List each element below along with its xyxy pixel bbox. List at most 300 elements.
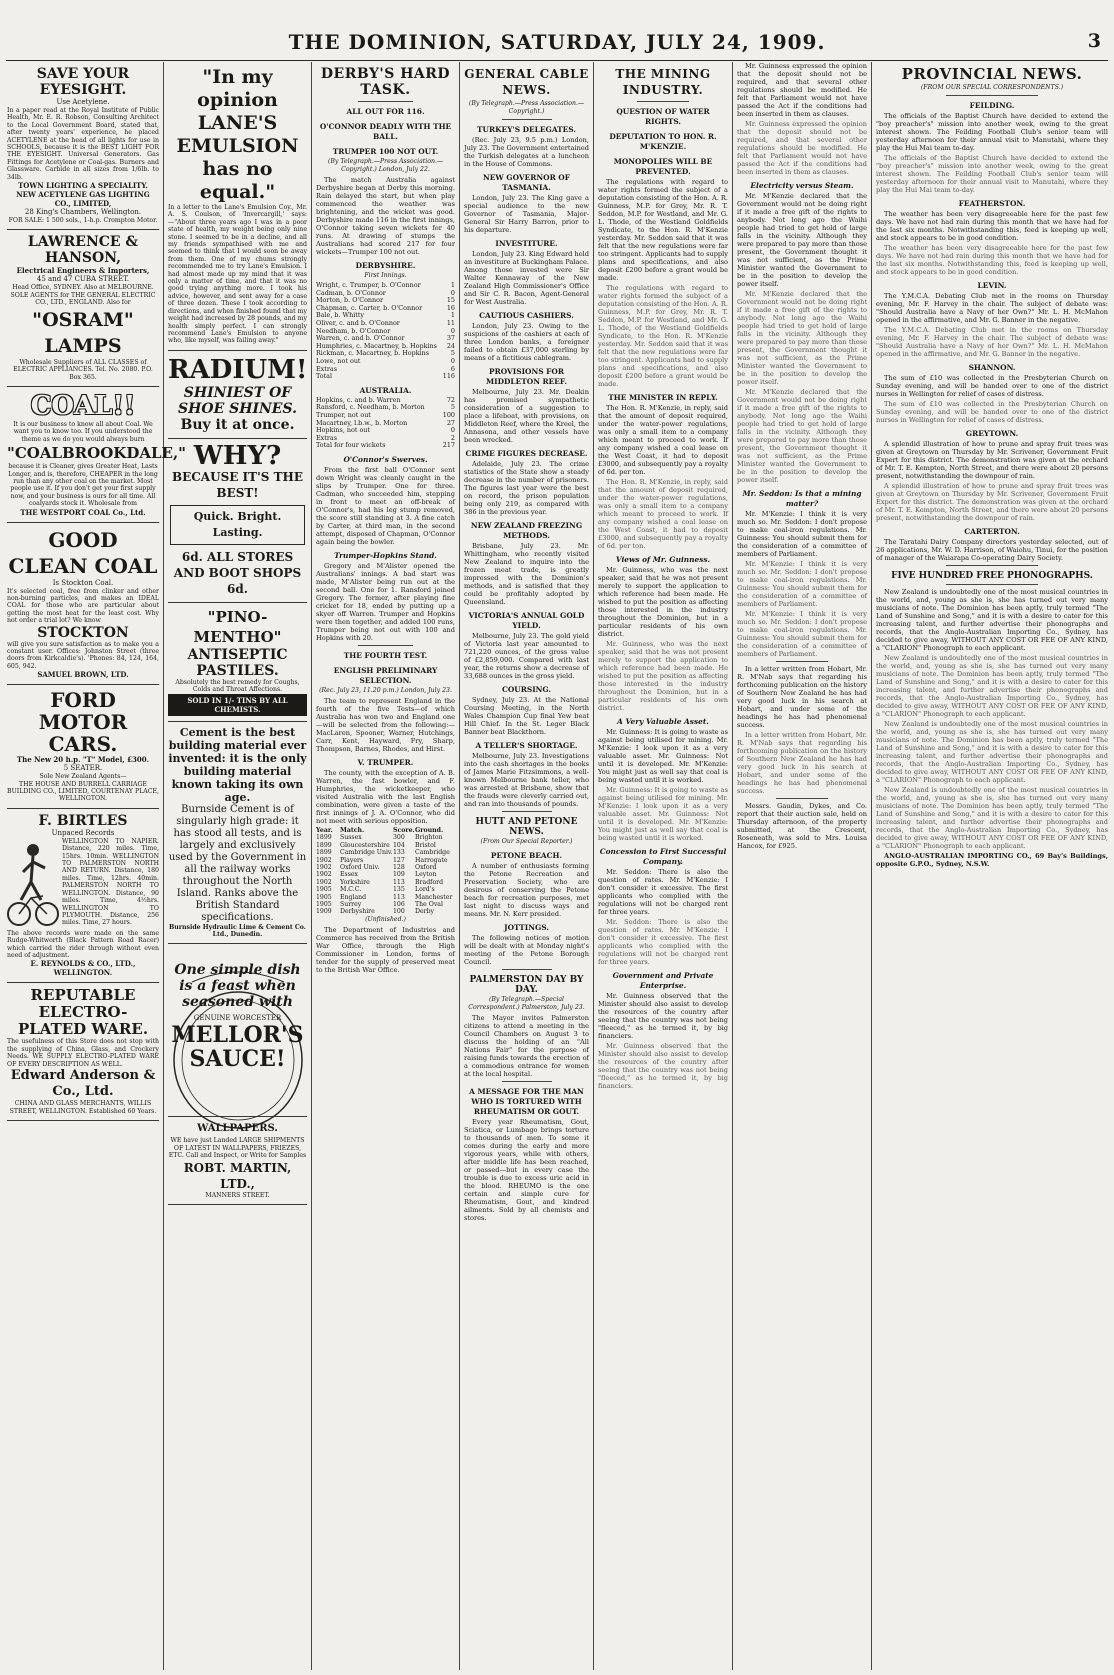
hopkins-head: Trumper-Hopkins Stand.	[334, 550, 437, 560]
featherston-body: The weather has been very disagreeable here for the past few days. We have not had rain during this month that we have had for the last six months. Notwithstanding this, feed is keeping up well, and stock appears to be in good condition.	[876, 210, 1108, 242]
acetylene-sale: FOR SALE: 1 500 sols., 1-h.p. Crompton Motor.	[8, 217, 158, 225]
osram-lamps: "OSRAM" LAMPS	[32, 308, 134, 357]
remedy-body: Every year Rheumatism, Gout, Sciatica, or Lumbago brings torture to thousands of men. To some it comes during the early and more vigorous years, while with others, after middle life has been reached, or passed—but in every case the trouble is due to excess uric acid in the blood. RHEUMO is the one certain and simple cure for Rheumatism, Gout, and kindred ailments. Sold by all chemists and stores.	[464, 1118, 589, 1222]
cyclist-illustration	[7, 838, 59, 930]
table-cell: 1899	[316, 841, 332, 849]
century-table	[316, 827, 455, 916]
derbyshire-score-batsman: Rickman, c. Macartney, b. Hopkins	[316, 349, 430, 358]
ford-seater: 5 SEATER.	[63, 764, 103, 773]
department-body: The Department of Industries and Commerce has received from the British War Office, through the High Commissioner in London, forms of tender for the supply of preserved meat to the British War Office.	[316, 925, 455, 974]
derbyshire-score-runs: 0	[450, 288, 455, 297]
government-continued: Mr. Guinness observed that the Minister should also assist to develop the resources of the country after seeing that the country was not being "fleeced," as he termed it, by big financiers.	[598, 1042, 728, 1090]
table-cell: 113	[393, 893, 405, 901]
remedy-head: A MESSAGE FOR THE MAN WHO IS TORTURED WITH RHEUMATISM OR GOUT.	[469, 1087, 584, 1116]
derbyshire-score-batsman: Bale, b. Whitty	[316, 311, 365, 320]
table-cell: 1909	[316, 908, 332, 916]
carterton-head: CARTERTON.	[964, 527, 1020, 536]
electricity-body: Mr. M'Kenzie declared that the Government would not be doing right if it made a free gift of the rights to anybody. Not long ago the Waihi people had tried to get hold of large falls in the vicinity. Although they were prepared to pay more than those present, the Government thought it was not sufficient, as the Prime Minister wanted the Government to be in the position to develop the power itself.	[737, 192, 867, 288]
seddon-continued-2: Mr. M'Kenzie: I think it is very much so. Mr. Seddon: I don't propose to make coal-iron regulations. Mr. Guinness: You should submit them for the consideration of a committee of members of Parliament.	[737, 610, 867, 658]
greytown-head: GREYTOWN.	[965, 429, 1019, 438]
col6-body: Mr. Guinness expressed the opinion that the deposit should not be required, and that several other regulations should be modified. He felt that Parliament would not have passed the Act if the conditions had been inserted in them as clauses.	[737, 62, 867, 118]
table-row	[316, 842, 455, 849]
seddon-continued: Mr. M'Kenzie: I think it is very much so. Mr. Seddon: I don't propose to make coal-iron regulations. Mr. Guinness: You should submit them for the consideration of a committee of members of Parliament.	[737, 560, 867, 608]
table-cell: Derbyshire	[340, 908, 375, 916]
coal-title: COAL!!	[30, 390, 136, 421]
valuable-head: A Very Valuable Asset.	[617, 717, 709, 726]
derbyshire-score-runs: 15	[446, 296, 455, 305]
table-cell: Score.	[393, 826, 415, 834]
table-cell: 128	[393, 863, 405, 871]
table-cell: Gloucestershire	[340, 841, 390, 849]
table-cell: 135	[393, 886, 405, 894]
shannon-continued: The sum of £10 was collected in the Presbyterian Church on Sunday evening, and will be handed over to one of the district nurses in Wellington for relief of cases of distress.	[876, 400, 1108, 424]
australia-score-batsman: Ransford, c. Needham, b. Morton	[316, 403, 425, 412]
sec5-body: Melbourne, July 23. Mr. Deakin has promised sympathetic consideration of a suggestion to place a lifeboat, with provisions, on Middleton Reef, where the Kreel, the Annasona, and other vessels have been wrecked.	[464, 388, 589, 444]
table-row	[316, 834, 455, 841]
column-separator	[732, 62, 733, 1670]
electricity-head: Electricity versus Steam.	[750, 181, 854, 190]
derbyshire-score-runs: 5	[450, 349, 455, 358]
birtles-body: The above records were made on the same Rudge-Whitworth (Black Pattern Road Racer) which carried the rider through without even need of adjustment.	[7, 929, 159, 960]
australia-score-batsman: Macartney, l.b.w., b. Morton	[316, 418, 408, 427]
table-cell: 1899	[316, 834, 332, 842]
derbyshire-score-batsman: Lowe, not out	[316, 356, 361, 365]
stockton-coal: Is Stockton Coal.	[52, 578, 114, 587]
section-rule	[502, 1081, 552, 1082]
cement-body: Burnside Cement is of singularly high grade: it has stood all tests, and is largely and exclusively used by the Government in all the railway works throughout the North Island. Ranks above the British Standard specifications.	[168, 803, 307, 923]
government-head: Government and Private Enterprise.	[612, 971, 714, 990]
section-rule	[358, 645, 414, 646]
views-head: Views of Mr. Guinness.	[615, 555, 711, 564]
palmerston-title: PALMERSTON DAY BY DAY.	[469, 975, 584, 995]
section-rule	[776, 798, 828, 799]
column-6	[734, 62, 870, 1670]
pino-price: SOLD IN 1/- TINS BY ALL CHEMISTS.	[168, 694, 307, 716]
sec7-body: Brisbane, July 23. Mr. Whittingham, who recently visited New Zealand to inquire into the frozen meat trade, is greatly impressed with the Dominion's methods, and is satisfied that they could be profitably adopted by Queensland.	[464, 542, 589, 606]
derbyshire-score-batsman: Warren, c. and b. O'Connor	[316, 334, 405, 343]
birtles-title: F. BIRTLES	[38, 812, 128, 829]
mining-sub-3: MONOPOLIES WILL BE PREVENTED.	[613, 157, 713, 176]
table-cell: 1905	[316, 900, 332, 908]
section-rule	[502, 119, 552, 120]
phonograph-head: FIVE HUNDRED FREE PHONOGRAPHS.	[891, 571, 1093, 581]
acetylene-address: 28 King's Chambers, Wellington.	[24, 208, 142, 217]
trumper-body: The match Australia against Derbyshire began at Derby this morning. Rain delayed the start, but when play commenced the weather was brightening, and the wicket was good. Derbyshire made 116 in the first innings, O'Connor taking seven wickets for 40 runs. At drawing of stumps the Australians had scored 217 for four wickets—Trumper 100 not out.	[316, 176, 455, 256]
mining-continued: The regulations with regard to water rights formed the subject of a deputation consisting of the Hon. A. R. Guinness, M.P. for Grey, Mr. R. T. Seddon, M.P. for Westland, and Mr. G. L. Thode, of the Westland Goldfields Syndicate, to the Hon. R. M'Kenzie yesterday. Mr. Seddon said that it was felt that the new regulations were far too stringent. Applicants had to supply plans and specifications, and also deposit £200 before a grant would be made.	[598, 284, 728, 388]
table-cell: Yorkshire	[340, 878, 370, 886]
birtles-subtitle: Unpaced Records	[51, 828, 115, 837]
derbyshire-score-runs: 16	[446, 303, 455, 312]
stockton-ad	[7, 523, 159, 686]
page-number: 3	[1087, 30, 1102, 52]
section-rule	[946, 584, 1039, 585]
australia-score-runs: 5	[450, 403, 455, 412]
letter-continued: In a letter written from Hobart, Mr. R. M'Nab says that regarding his forthcoming publication on the history of Southern New Zealand he has had very good luck in his search at Hobart, and under some of the headings he has had phenomenal success.	[737, 731, 867, 795]
derbyshire-head: DERBYSHIRE.	[355, 261, 416, 270]
australia-score-batsman: Extras	[316, 433, 337, 442]
concession-body: Mr. Seddon: There is also the question of rates. Mr. M'Kenzie: I don't consider it excessive. The first applicants who complied with the regulations will not be charged rent for three years.	[598, 868, 728, 916]
derbyshire-score-batsman: Oliver, c. and b. O'Connor	[316, 318, 400, 327]
table-cell: Bristol	[415, 841, 436, 849]
hopkins-body: Gregory and M'Alister opened the Australians' innings. A bad start was made, M'Alister being run out at the second ball. One for 1. Ransford joined Gregory. The former, after playing fine cricket for 18, ended by putting up a skyer off Warren. Trumper and Hopkins were then together, and added 100 runs, Trumper being not out with 100 and Hopkins with 20.	[316, 561, 455, 642]
australia-score-runs: 0	[450, 426, 455, 435]
why-ad	[168, 439, 307, 603]
column-separator	[311, 62, 312, 1670]
table-cell: 1902	[316, 878, 332, 886]
derbyshire-score-batsman: Extras	[316, 364, 337, 373]
table-cell: M.C.C.	[340, 886, 362, 894]
section-rule	[358, 101, 414, 102]
phonograph-body: New Zealand is undoubtedly one of the most musical countries in the world, and, young as she is, she has turned out very many musicians of note. The Dominion has been aptly, truly termed "The Land of Sunshine and Song," and it is with a desire to cater for this increasing talent, and further advertise their phonographs and records, that the Anglo-Australian Importing Co., Sydney, has decided to give away, WITHOUT ANY COST OR FEE OF ANY KIND, a "CLARION" Phonograph to each applicant.	[876, 588, 1108, 652]
stockton-body-2: will give you sure satisfaction as to make you a constant user. Offices: Johnston Street (three doors from Kirkcaldie's). 'Phones: 84, 124, 164, 605, 942.	[7, 640, 159, 670]
derby-title: DERBY'S HARD TASK.	[320, 66, 451, 98]
australia-score-batsman: Hopkins, not out	[316, 426, 370, 435]
concession-head: Concession to First Successful Company.	[599, 847, 727, 866]
hutt-title: HUTT AND PETONE NEWS.	[475, 817, 578, 837]
sec1-body: (Rec. July 23, 9.5 p.m.) London, July 23. The Government entertained the Turkish delegates at a luncheon in the House of Commons.	[464, 136, 589, 168]
pino-body: Absolutely the best remedy for Coughs, Colds and Throat Affections.	[175, 678, 300, 694]
sec9-head: COURSING.	[501, 685, 552, 694]
sec2-body: London, July 23. The King gave a special audience to the new Governor of Tasmania, Major-General Sir Harry Barron, prior to his departure.	[464, 194, 589, 234]
derbyshire-score-batsman: Needham, b. O'Connor	[316, 326, 391, 335]
robt-martin: ROBT. MARTIN, LTD.,	[183, 1160, 292, 1191]
lawrence-hanson-ad	[7, 230, 159, 386]
table-row	[316, 879, 455, 886]
ford-company: THE HOUSE AND BURRELL CARRIAGE BUILDING CO., LIMITED, COURTENAY PLACE, WELLINGTON.	[7, 780, 159, 803]
table-cell: 100	[393, 908, 405, 916]
fourth-test: THE FOURTH TEST.	[343, 650, 428, 660]
phonograph-continued-2: New Zealand is undoubtedly one of the most musical countries in the world, and, young as she is, she has turned out very many musicians of note. The Dominion has been aptly, truly termed "The Land of Sunshine and Song," and it is with a desire to cater for this increasing talent, and further advertise their phonographs and records, that the Anglo-Australian Importing Co., Sydney, has decided to give away, WITHOUT ANY COST OR FEE OF ANY KIND, a "CLARION" Phonograph to each applicant.	[876, 720, 1108, 784]
acetylene-town: TOWN LIGHTING A SPECIALITY.	[18, 181, 148, 191]
why-quick: Quick. Bright. Lasting.	[170, 505, 305, 545]
table-cell: Players	[340, 856, 364, 864]
table-cell: Ground.	[415, 826, 444, 834]
mining-title: THE MINING INDUSTRY.	[615, 67, 711, 97]
sec8-body: Melbourne, July 23. The gold yield of Victoria last year amounted to 721,220 ounces, of the gross value of £2,859,000. Compared with last year, the returns show a decrease of 33,688 ounces in the gross yield.	[464, 632, 589, 680]
table-cell: England	[340, 893, 367, 901]
sec10-head: A TELLER'S SHORTAGE.	[475, 741, 578, 750]
coal-ad	[7, 387, 186, 523]
australia-score-runs: 2	[450, 433, 455, 442]
mining-sub: QUESTION OF WATER RIGHTS.	[616, 107, 710, 126]
pino-sub: ANTISEPTIC PASTILES.	[187, 646, 288, 679]
feilding-head: FEILDING.	[969, 101, 1015, 110]
column-7	[873, 62, 1111, 1670]
australia-scorecard	[316, 397, 455, 450]
levin-continued: The Y.M.C.A. Debating Club met in the rooms on Thursday evening, Mr. F. Harvey in the chair. The subject of debate was: "Should Australia have a Navy of her Own?" Mr. L. H. McMahon opened in the affirmative, and Mr. G. Banner in the negative.	[876, 326, 1108, 358]
table-cell: Manchester	[415, 893, 453, 901]
derbyshire-sub: First Innings.	[364, 272, 407, 279]
electricity-continued: Mr. M'Kenzie declared that the Government would not be doing right if it made a free gift of the rights to anybody. Not long ago the Waihi people had tried to get hold of large falls in the vicinity. Although they were prepared to pay more than those present, the Government thought it was not sufficient, as the Prime Minister wanted the Government to be in the position to develop the power itself.	[737, 290, 867, 386]
lawrence-subtitle: Electrical Engineers & Importers,	[16, 266, 150, 276]
english-body: The team to represent England in the fourth of the five Tests—of which Australia has won two and England one—will be selected from the following:—MacLaren, Spooner, Warner, Hutchings, Carr, Kent, Hayward, Fry, Sharp, Thompson, Barnes, Rhodes, and Hirst.	[316, 696, 455, 753]
derbyshire-score-runs: 6	[450, 364, 455, 373]
minister-head: THE MINISTER IN REPLY.	[608, 393, 718, 402]
feilding-body: The officials of the Baptist Church have decided to extend the "boy preacher's" mission into another week, owing to the great interest shown. The Feilding Football Club's senior team will yesterday afternoon for their annual visit to Manutahi, where they play the Hui Mai team to-day.	[876, 112, 1108, 152]
english-head: ENGLISH PRELIMINARY SELECTION.	[333, 665, 438, 685]
sec2-head: NEW GOVERNOR OF TASMANIA.	[483, 173, 570, 192]
table-cell: Match.	[340, 826, 365, 834]
derbyshire-score-row	[316, 366, 455, 374]
table-cell: Derby	[415, 908, 435, 916]
grafton-body: Messrs. Gaudin, Dykes, and Co. report that their auction sale, held on Thursday afternoon, of the property submitted, at the Crescent, Roseneath, was sold to Mrs. Louisa Hancox, for £925.	[737, 802, 867, 850]
acetylene-ad	[7, 62, 159, 230]
greytown-body: A splendid illustration of how to prune and spray fruit trees was given at Greytown on Thursday by Mr. Scrivener, Government Fruit Expert for this district. The demonstration was given at the orchard of Mr. T. E. Kempton, North Street, and there were about 20 persons present, notwithstanding the downpour of rain.	[876, 440, 1108, 480]
table-cell: 1902	[316, 863, 332, 871]
greytown-continued: A splendid illustration of how to prune and spray fruit trees was given at Greytown on Thursday by Mr. Scrivener, Government Fruit Expert for this district. The demonstration was given at the orchard of Mr. T. E. Kempton, North Street, and there were about 20 persons present, notwithstanding the downpour of rain.	[876, 482, 1108, 522]
seddon-body: Mr. M'Kenzie: I think it is very much so. Mr. Seddon: I don't propose to make coal-iron regulations. Mr. Guinness: You should submit them for the consideration of a committee of members of Parliament.	[737, 510, 867, 558]
australia-score-batsman: Total for four wickets	[316, 441, 386, 450]
sec1-head: TURKEY'S DELEGATES.	[477, 125, 576, 134]
column-separator	[593, 62, 594, 1670]
sec5-head: PROVISIONS FOR MIDDLETON REEF.	[485, 367, 568, 386]
section-rule	[776, 661, 828, 662]
anderson-sub: CHINA AND GLASS MERCHANTS, WILLIS STREET, WELLINGTON. Established 60 Years.	[9, 1100, 157, 1115]
lawrence-agents: SOLE AGENTS for THE GENERAL ELECTRIC CO., LTD., ENGLAND. Also for	[10, 291, 156, 307]
shannon-body: The sum of £10 was collected in the Presbyterian Church on Sunday evening, and will be handed over to one of the district nurses in Wellington for relief of cases of distress.	[876, 374, 1108, 398]
derbyshire-score-runs: 24	[446, 341, 455, 350]
oconnor-head: O'Connor's Swerves.	[343, 454, 428, 464]
radium-buy: Buy it at once.	[180, 416, 295, 433]
featherston-continued: The weather has been very disagreeable here for the past few days. We have not had rain during this month that we have had for the last six months. Notwithstanding this, feed is keeping up well, and stock appears to be in good condition.	[876, 244, 1108, 276]
column-1	[4, 62, 186, 1670]
derbyshire-score-batsman: Morton, b. O'Connor	[316, 296, 384, 305]
hutt-body2: The following notices of motion will be dealt with at Monday night's meeting of the Petone Borough Council.	[464, 934, 589, 966]
reputable-title: REPUTABLE ELECTRO-PLATED WARE.	[17, 986, 149, 1039]
table-cell: Brighton	[415, 834, 443, 842]
masthead-rule	[6, 60, 1108, 61]
stockton-name: STOCKTON	[37, 624, 129, 641]
why-sub: BECAUSE IT'S THE BEST!	[171, 469, 304, 500]
minister-continued: The Hon. R. M'Kenzie, in reply, said that the amount of deposit required, under the water-power regulations, was only a small item to a company which meant to proceed to work. If any company wished a coal lease on the West Coast, it had to deposit £3000, and subsequently pay a royalty of 6d. per ton.	[598, 478, 728, 550]
table-row	[316, 908, 455, 915]
mining-sub-2: DEPUTATION TO HON. R. M'KENZIE.	[609, 132, 717, 151]
table-cell: Oxford Univ.	[340, 863, 380, 871]
wallpapers-body: WE have just Landed LARGE SHIPMENTS OF LATEST IN WALLPAPERS, FRIEZES, ETC. Call and Inspect, or Write for Samples	[168, 1137, 307, 1160]
sec6-head: CRIME FIGURES DECREASE.	[465, 449, 588, 458]
acetylene-body: In a paper read at the Royal Institute of Public Health, Mr. E. R. Robson, Consulting Architect to the Local Government Board, stated that, after twenty years' experience, he placed ACETYLENE at the head of all lights for use in SCHOOLS, because it is the BEST LIGHT FOR THE EYESIGHT. Universal Generators. Gas Fittings for Acetylene or Coal-gas. Burners and Glassware. Carbide in all sizes from 1/6lb. to 34lb.	[7, 107, 159, 181]
table-cell: Bradford	[415, 878, 444, 886]
sec4-body: London, July 23. Owing to the suspicions of the cashiers at each of three London banks, a foreigner failed to obtain £37,000 sterling by means of a fictitious cablegram.	[464, 322, 589, 362]
sec3-body: London, July 23. King Edward held an investiture at Buckingham Palace. Among those invested were Sir Walter Kennaway of the New Zealand High Commissioner's Office and Sir C. R. Bacon, Agent-General for West Australia.	[464, 250, 589, 306]
table-cell: 1902	[316, 856, 332, 864]
table-cell: 106	[393, 900, 405, 908]
derbyshire-scorecard	[316, 282, 455, 381]
column-3	[313, 62, 458, 1670]
derbyshire-score-batsman: Humphries, c. Macartney, b. Hopkins	[316, 341, 437, 350]
lawrence-office: Head Office, SYDNEY. Also at MELBOURNE.	[12, 284, 154, 292]
carterton-body: The Taratahi Dairy Company directors yesterday selected, out of 26 applications, Mr. W. D. Harrison, of Waiohu, Tinui, for the position of manager of the Waiarapa Co-operating Dairy Society.	[876, 538, 1108, 562]
australia-score-runs: 72	[446, 395, 455, 404]
trumper-caption: (By Telegraph.—Press Association.—Copyright.) London, July 22.	[327, 158, 444, 173]
table-cell: Cambridge	[415, 849, 450, 857]
derbyshire-score-runs: 0	[450, 356, 455, 365]
derbyshire-score-runs: 1	[450, 311, 455, 320]
column-separator	[459, 62, 460, 1670]
masthead-title: THE DOMINION, SATURDAY, JULY 24, 1909.	[288, 30, 826, 54]
column-2	[165, 62, 310, 1670]
palmerston-body: The Mayor invites Palmerston citizens to attend a meeting in the Council Chambers on August 3 to discuss the holding of an "All Nations Fair" for the purpose of raising funds towards the erection of a commodious entrance for women at the local hospital.	[464, 1014, 589, 1078]
table-header	[316, 827, 455, 834]
column-4	[461, 62, 592, 1670]
valuable-continued: Mr. Guinness: It is going to waste as against being utilised for mining. Mr. M'Kenzie: I look upon it as a very valuable asset. Mr. Guinness: Not until it is developed. Mr. M'Kenzie: You might just as well say that coal is being wasted until it is worked.	[598, 786, 728, 842]
valuable-body: Mr. Guinness: It is going to waste as against being utilised for mining. Mr. M'Kenzie: I look upon it as a very valuable asset. Mr. Guinness: Not until it is developed. Mr. M'Kenzie: You might just as well say that coal is being wasted until it is worked.	[598, 728, 728, 784]
derbyshire-score-batsman: Total	[316, 372, 333, 381]
hutt-body1: A number of enthusiasts forming the Petone Recreation and Preservation Society, who are desirous of conserving the Petone beach for recreation purposes, met last night to discuss ways and means. Mr. N. Kerr presided.	[464, 862, 589, 918]
birtles-records: WELLINGTON TO NAPIER. Distance, 220 miles. Time, 15hrs. 10min. WELLINGTON TO PALMERSTON NORTH AND RETURN. Distance, 180 miles. Time, 12hrs. 40min. PALMERSTON NORTH TO WELLINGTON. Distance, 90 miles. Time, 4½hrs. WELLINGTON TO PLYMOUTH. Distance, 256 miles. Time, 27 hours.	[62, 837, 159, 927]
ford-model: The New 20 h.p. "T" Model, £300.	[16, 755, 150, 765]
cable-caption: (By Telegraph.—Press Association.—Copyright.)	[468, 100, 585, 115]
table-cell: Surrey	[340, 900, 362, 908]
pino-mentho-ad	[168, 603, 307, 722]
table-cell: Leyton	[415, 871, 437, 879]
cable-title: GENERAL CABLE NEWS.	[464, 67, 589, 97]
government-body: Mr. Guinness observed that the Minister should also assist to develop the resources of the country after seeing that the country was not being "fleeced," as he termed it, by big financiers.	[598, 992, 728, 1040]
sec7-head: NEW ZEALAND FREEZING METHODS.	[470, 521, 583, 540]
pino-title: "PINO-MENTHO"	[193, 607, 282, 646]
views-continued: Mr. Guinness, who was the next speaker, said that he was not present merely to support the application to which reference had been made. He wished to put the position as affecting those interested in the industry throughout the Dominion, but in a particular residents of his own district.	[598, 640, 728, 712]
hutt-sec1: PETONE BEACH.	[490, 851, 563, 860]
section-rule	[502, 811, 552, 812]
letter-body: In a letter written from Hobart, Mr. R. M'Nab says that regarding his forthcoming publication on the history of Southern New Zealand he has had very good luck in his search at Hobart, and under some of the headings he has had phenomenal success.	[737, 665, 867, 729]
table-row	[316, 857, 455, 864]
table-cell: 113	[393, 878, 405, 886]
good-clean-coal: GOOD CLEAN COAL	[8, 527, 158, 578]
levin-head: LEVIN.	[977, 281, 1007, 290]
section-rule	[502, 969, 552, 970]
australia-score-runs: 217	[442, 441, 455, 450]
table-cell: Harrogate	[415, 856, 448, 864]
vtrumper-head: V. TRUMPER.	[357, 757, 414, 767]
seddon-head: Mr. Seddon: Is that a mining matter?	[742, 489, 862, 508]
derbyshire-score-runs: 37	[446, 334, 455, 343]
derbyshire-score-runs: 0	[450, 326, 455, 335]
australia-score-batsman: Hopkins, c. and b. Warren	[316, 395, 401, 404]
table-row	[316, 901, 455, 908]
english-caption: (Rec. July 23, 11.20 p.m.) London, July 23.	[319, 686, 452, 694]
phonograph-continued: New Zealand is undoubtedly one of the most musical countries in the world, and, young as she is, she has turned out very many musicians of note. The Dominion has been aptly, truly termed "The Land of Sunshine and Song," and it is with a desire to cater for this increasing talent, and further advertise their phonographs and records, that the Anglo-Australian Importing Co., Sydney, has decided to give away, WITHOUT ANY COST OR FEE OF ANY KIND, a "CLARION" Phonograph to each applicant.	[876, 654, 1108, 718]
australia-score-runs: 100	[442, 410, 455, 419]
coal-body: It is our business to know all about Coal. We want you to know too. If you understood the theme as we do you would always burn	[13, 420, 153, 443]
coal-body-2: because it is Cleaner, gives Greater Heat, Lasts Longer, and is, therefore, CHEAPER in the long run than any other coal on the market. Most people use it. If you don't get your first supply now, and your business is ours for all time. All coalyards stock it. Wholesale from	[8, 463, 158, 508]
lanes-body: In a letter to the Lane's Emulsion Coy., Mr. A. S. Coulson, of 'Invercargill,' says:—"About three years ago I was in a poor state of health, my weight being only nine stone. I seemed to be in a decline, and all my friends sympathised with me and seemed to think that I would soon be away from them. One of my chums strongly recommended me to try Lane's Emulsion. I had almost made up my mind that it was only a matter of time, and that it was no good trying anything more. I took his advice, however, and sent away for a case of three dozen. These I took according to directions, and when finished found that my weight had increased by 28 pounds, and my health simply perfect. I can strongly recommend Lane's Emulsion to anyone who, like myself, was failing away."	[168, 204, 307, 345]
coalbrookdale: "COALBROOKDALE,"	[7, 444, 186, 463]
derbyshire-score-row	[316, 373, 455, 381]
sec9-body: Sydney, July 23. At the National Coursing Meeting, in the North Wales Champion Cup final Yew beat Hill Chief. In the St. Leger Black Banner beat Blackthorn.	[464, 696, 589, 736]
col6-continued: Mr. Guinness expressed the opinion that the deposit should not be required, and that several other regulations should be modified. He felt that Parliament would not have passed the Act if the conditions had been inserted in them as clauses.	[737, 120, 867, 176]
robt-address: MANNERS STREET.	[205, 1191, 270, 1199]
featherston-head: FEATHERSTON.	[958, 199, 1026, 208]
radium-title: RADIUM!	[168, 354, 308, 385]
sec4-head: CAUTIOUS CASHIERS.	[479, 311, 574, 320]
vtrumper-body: The county, with the exception of A. B. Warren, the fast bowler, and F. Humphries, the wicketkeeper, who visited Australia with the last English combination, were given a taste of the first innings of J. A. O'Connor, who did not meet with serious opposition.	[316, 768, 455, 825]
ford-title: FORD MOTOR CARS.	[38, 688, 128, 757]
australia-score-row	[316, 442, 455, 450]
table-cell: 133	[393, 849, 405, 857]
phonograph-address: ANGLO-AUSTRALIAN IMPORTING CO., 69 Bay's Buildings, opposite G.P.O., Sydney, N.S.W.	[876, 852, 1108, 868]
minister-body: The Hon. R. M'Kenzie, in reply, said that the amount of deposit required, under the water-power regulations, was only a small item to a company which meant to proceed to work. If any company wished a coal lease on the West Coast, it had to deposit £3000, and subsequently pay a royalty of 6d. per ton.	[598, 404, 728, 476]
section-rule	[946, 95, 1039, 96]
derby-sub: ALL OUT FOR 116.	[346, 107, 425, 116]
mellors-top: One simple dish is a feast when seasoned with	[174, 962, 301, 1011]
radium-sub: SHINIEST OF SHOE SHINES.	[178, 384, 297, 417]
ford-ad	[7, 685, 159, 809]
australia-score-batsman: Trumper, not out	[316, 410, 371, 419]
sec6-body: Adelaide, July 23. The crime statistics of the State show a steady decrease in the number of prisoners. The figures last year were the best on record, the prison population being only 219, as compared with 386 in the previous year.	[464, 460, 589, 516]
sec8-head: VICTORIA'S ANNUAL GOLD YIELD.	[468, 611, 585, 630]
cement-company: Burnside Hydraulic Lime & Cement Co. Ltd., Dunedin.	[169, 923, 306, 938]
table-note: (Unfinished.)	[365, 915, 406, 923]
osram-sub: Wholesale Suppliers of ALL CLASSES of ELECTRIC APPLIANCES. Tel. No. 2080. P.O. Box 365.	[13, 358, 153, 381]
section-rule	[637, 101, 689, 102]
provincial-title: PROVINCIAL NEWS.	[901, 65, 1083, 83]
lanes-title: "In my opinion LANE'S EMULSION has no equal."	[176, 66, 299, 203]
table-cell: 1905	[316, 893, 332, 901]
feilding-continued: The officials of the Baptist Church have decided to extend the "boy preacher's" mission into another week, owing to the great interest shown. The Feilding Football Club's senior team will yesterday afternoon for their annual visit to Manutahi, where they play the Hui Mai team to-day.	[876, 154, 1108, 194]
australia-head: AUSTRALIA.	[359, 385, 412, 395]
table-cell: 300	[393, 834, 405, 842]
australia-score-runs: 27	[446, 418, 455, 427]
derbyshire-score-batsman: Wright, c. Trumper, b. O'Connor	[316, 281, 421, 289]
levin-body: The Y.M.C.A. Debating Club met in the rooms on Thursday evening, Mr. F. Harvey in the chair. The subject of debate was: "Should Australia have a Navy of her Own?" Mr. L. H. McMahon opened in the affirmative, and Mr. G. Banner in the negative.	[876, 292, 1108, 324]
mellors-sauce: MELLOR'S SAUCE!	[171, 1022, 304, 1073]
table-cell: Sussex	[340, 834, 362, 842]
column-5	[595, 62, 731, 1670]
derbyshire-score-batsman: Cadman, b. O'Connor	[316, 288, 386, 297]
stockton-body: It's selected coal, free from clinker and other non-burning particles, and makes an IDEAL COAL for those who are particular about getting the most heat for the least cost. Why not order a trial lot? We know	[7, 587, 159, 625]
section-rule	[946, 565, 1039, 566]
hutt-caption: (From Our Special Reporter.)	[480, 838, 573, 845]
table-cell: Year.	[316, 826, 333, 834]
derby-sub-2: O'CONNOR DEADLY WITH THE BALL.	[319, 122, 452, 141]
acetylene-subtitle: Use Acetylene.	[56, 98, 110, 106]
electricity-continued-2: Mr. M'Kenzie declared that the Government would not be doing right if it made a free gift of the rights to anybody. Not long ago the Waihi people had tried to get hold of large falls in the vicinity. Although they were prepared to pay more than those present, the Government thought it was not sufficient, as the Prime Minister wanted the Government to be in the position to develop the power itself.	[737, 388, 867, 484]
palmerston-caption: (By Telegraph.—Special Correspondent.) Palmerston, July 23.	[468, 996, 585, 1011]
westport-coal: THE WESTPORT COAL Co., Ltd.	[20, 507, 146, 517]
wallpapers-title: WALLPAPERS.	[197, 1123, 278, 1135]
samuel-brown: SAMUEL BROWN, LTD.	[37, 670, 129, 680]
derbyshire-score-runs: 11	[446, 318, 455, 327]
table-cell: 104	[393, 841, 405, 849]
mellors-ad	[168, 944, 307, 1117]
table-row	[316, 894, 455, 901]
lawrence-title: LAWRENCE & HANSON,	[27, 234, 139, 267]
table-row	[316, 886, 455, 893]
phonograph-continued-3: New Zealand is undoubtedly one of the most musical countries in the world, and, young as she is, she has turned out very many musicians of note. The Dominion has been aptly, truly termed "The Land of Sunshine and Song," and it is with a desire to cater for this increasing talent, and further advertise their phonographs and records, that the Anglo-Australian Importing Co., Sydney, has decided to give away, WITHOUT ANY COST OR FEE OF ANY KIND, a "CLARION" Phonograph to each applicant.	[876, 786, 1108, 850]
mellors-worcester: GENUINE WORCESTER	[193, 1014, 282, 1023]
concession-continued: Mr. Seddon: There is also the question of rates. Mr. M'Kenzie: I don't consider it excessive. The first applicants who complied with the regulations will not be charged rent for three years.	[598, 918, 728, 966]
table-row	[316, 864, 455, 871]
lanes-emulsion-ad	[168, 62, 307, 351]
table-cell: Lord's	[415, 886, 435, 894]
table-cell: 109	[393, 871, 405, 879]
hutt-sec2: JOTTINGS.	[504, 923, 549, 932]
views-body: Mr. Guinness, who was the next speaker, said that he was not present merely to support the application to which reference had been made. He wished to put the position as affecting those interested in the industry throughout the Dominion, but in a particular residents of his own district.	[598, 566, 728, 638]
ford-agents: Sole New Zealand Agents—	[39, 773, 127, 781]
sec10-body: Melbourne, July 23. Investigations into the cash shortages in the books of James Marie Fitzsimmons, a well-known Melbourne bank teller, who was arrested at Brisbane, show that the frauds were cleverly carried out, and ran into thousands of pounds.	[464, 752, 589, 808]
anderson-title: Edward Anderson & Co., Ltd.	[10, 1068, 156, 1100]
trumper-head: TRUMPER 100 NOT OUT.	[332, 147, 439, 156]
cement-ad	[168, 722, 307, 945]
why-price: 6d. ALL STORES AND BOOT SHOPS 6d.	[173, 549, 302, 596]
radium-ad	[168, 351, 307, 439]
sec3-head: INVESTITURE.	[495, 239, 558, 248]
cement-title: Cement is the best building material ever invented: it is the only building material known taking its own age.	[168, 725, 307, 804]
table-cell: The Oval	[415, 900, 443, 908]
derbyshire-score-batsman: Chapman, c. Carter, b. O'Connor	[316, 303, 423, 312]
column-separator	[163, 62, 164, 1670]
derbyshire-score-runs: 116	[442, 372, 455, 381]
